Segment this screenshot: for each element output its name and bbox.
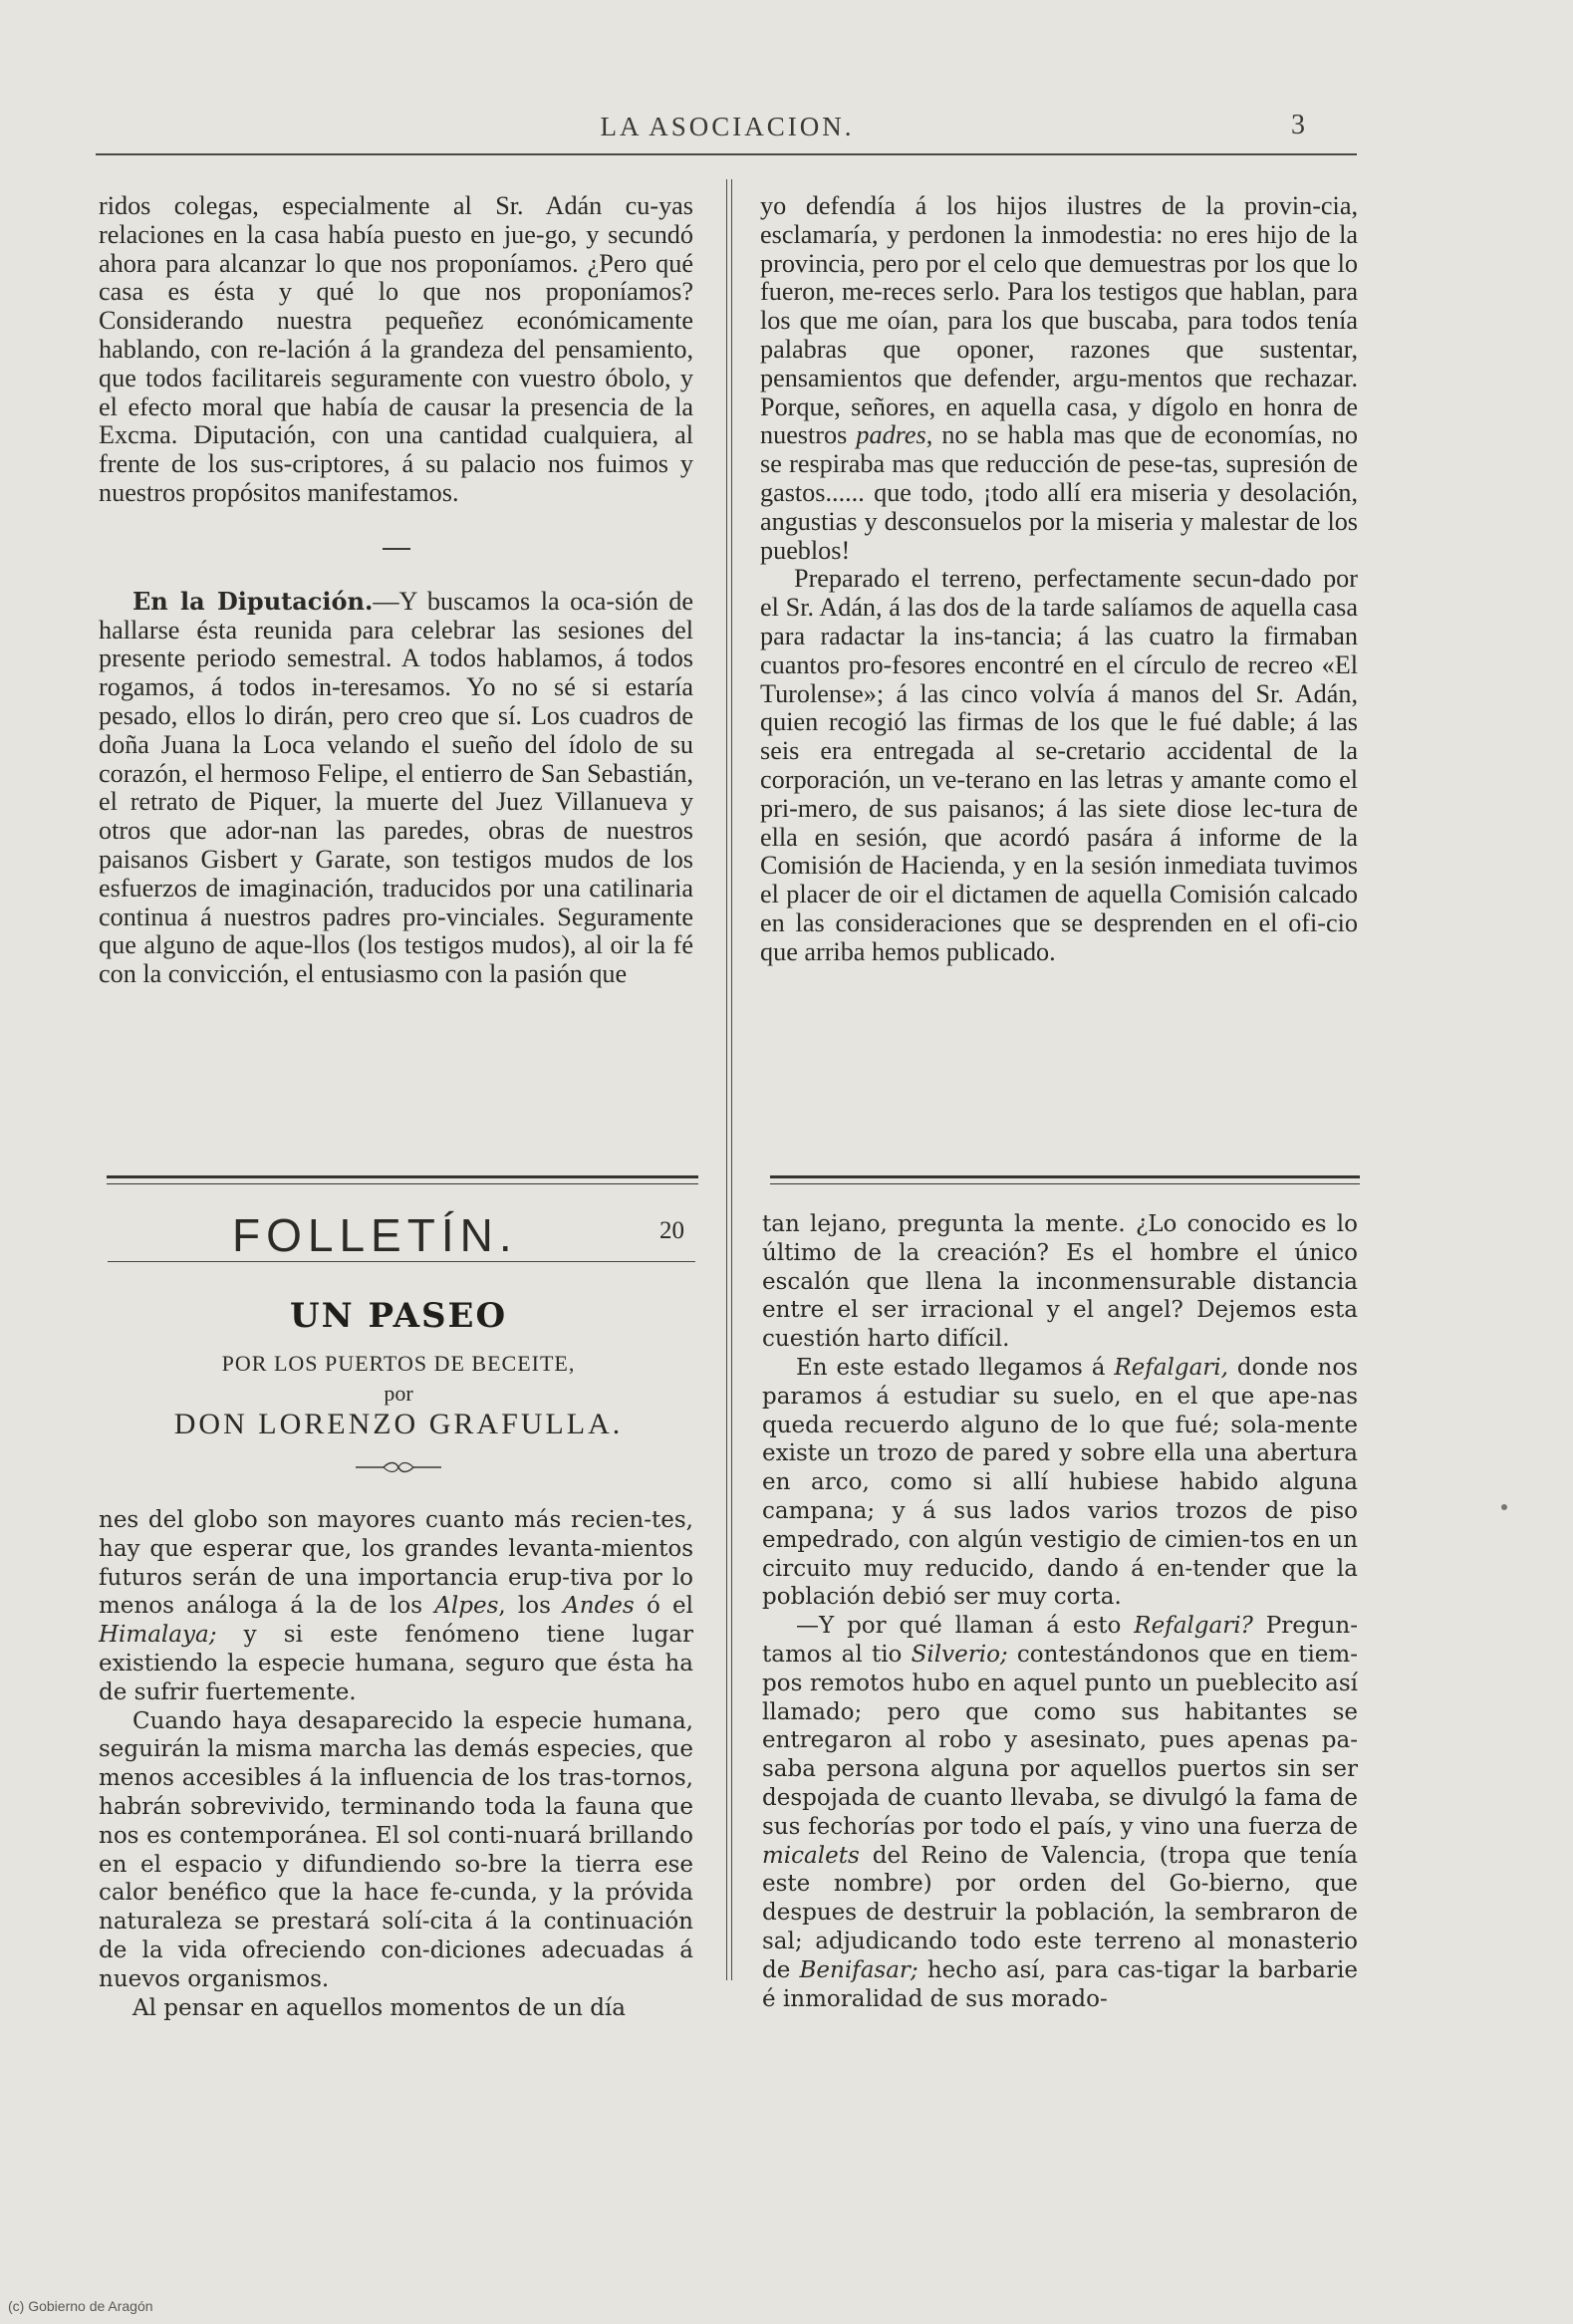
paper-speck — [1501, 1504, 1507, 1510]
article-paragraph: En la Diputación.—Y buscamos la oca-sión de hallarse ésta reunida para celebrar las sesiones del presente periodo semestral. A todos hablamos, á todos rogamos, á todos in-teresamos. Yo no sé si estaría pesado, ellos lo dirán, pero creo que sí. Los cuadros de doña Juana la Loca velando el sueño del ídolo de su corazón, el hermoso Felipe, el entierro de San Sebastián, el retrato de Piquer, la muerte del Juez Villanueva y otros que ador-nan las paredes, obras de nuestros paisanos Gisbert y Garate, son testigos mudos de los esfuerzos de imaginación, traducidos por una catilinaria continua á nuestros padres pro-vinciales. Seguramente que alguno de aque-llos (los testigos mudos), al oir la fé con la convicción, el entusiasmo con la pasión que — [99, 586, 693, 989]
serial-by: por — [384, 1381, 413, 1406]
folletin-rule — [108, 1261, 695, 1262]
serial-paragraph: tan lejano, pregunta la mente. ¿Lo conocido es lo último de la creación? Es el hombre el único escalón que llena la inconmensurable distancia entre el ser irracional y el angel? Dejemos esta cuestión harto difícil. — [762, 1211, 1358, 1353]
serial-title: UN PASEO — [289, 1296, 508, 1336]
article-paragraph: Preparado el terreno, perfectamente secun-dado por el Sr. Adán, á las dos de la tarde salíamos de aquella casa para radactar la ins-tancia; á las cuatro la firmaban cuantos pro-fesores encontré en el círculo de recreo «El Turolense»; á las cinco volvía á manos del Sr. Adán, quien recogió las firmas de los que le fué dable; á las seis era entregada al se-cretario accidental de la corporación, un ve-terano en las letras y amante como el pri-mero, de sus paisanos; á las siete diose lec-tura de ella en sesión, que acordó pasára á informe de la Comisión de Hacienda, y en la sesión inmediata tuvimos el placer de oir el dictamen de aquella Comisión calcado en las consideraciones que se desprenden en el ofi-cio que arriba hemos publicado. — [760, 564, 1358, 966]
header-rule — [96, 153, 1357, 155]
ornament-icon — [354, 1460, 443, 1474]
serial-paragraph: Cuando haya desaparecido la especie humana, seguirán la misma marcha las demás especies, que menos accesibles á la influencia de los tras-tornos, habrán sobrevivido, terminando toda la fauna que nos es contemporánea. El sol conti-nuará brillando en el espacio y difundiendo so-bre la tierra ese calor benéfico que la hace fe-cunda, y la próvida naturaleza se prestará solí-cita á la continuación de la vida ofreciendo con-diciones adecuadas á nuevos organismos. — [99, 1707, 693, 1992]
article-paragraph: yo defendía á los hijos ilustres de la provin-cia, esclamaría, y perdonen la inmodestia: no eres hijo de la provincia, pero por el celo que demuestras por los que lo fueron, me-reces serlo. Para los testigos que hablan, para los que me oían, para los que buscaba, para todos tenía palabras que oponer, razones que sustentar, pensamientos que defender, argu-mentos que rechazar. Porque, señores, en aquella casa, y dígolo en honra de nuestros padres, no se habla mas que de economías, no se respiraba mas que reducción de pese-tas, supresión de gastos...... que todo, ¡todo allí era miseria y desolación, angustias y desconsuelos por la miseria y malestar de los pueblos! — [760, 191, 1358, 565]
serial-paragraph: Al pensar en aquellos momentos de un día — [132, 1994, 626, 2021]
serial-paragraph: En este estado llegamos á Refalgari, donde nos paramos á estudiar su suelo, en el que ape-nas queda recuerdo alguno de lo que fué; sola-mente existe un trozo de pared y sobre ella una abertura en arco, como si allí hubiese habido alguna campana; y á sus lados varios trozos de piso empedrado, con algún vestigio de cimien-tos en un circuito muy reducido, dando á en-tender que la población debió ser muy corta. — [762, 1354, 1358, 1611]
masthead-title: LA ASOCIACION. — [600, 112, 855, 141]
article-paragraph: ridos colegas, especialmente al Sr. Adán cu-yas relaciones en la casa había puesto en jue-go, y secundó ahora para alcanzar lo que nos proponíamos. ¿Pero qué casa es ésta y qué lo que nos proponíamos? Considerando nuestra pequeñez económicamente hablando, con re-lación á la grandeza del pensamiento, que todos facilitareis seguramente con vuestro óbolo, y el efecto moral que había de causar la presencia de la Excma. Diputación, con una cantidad cualquiera, al frente de los sus-criptores, á su palacio nos fuimos y nuestros propósitos manifestamos. — [99, 191, 693, 507]
right-column-article — [760, 192, 1358, 967]
folletin-number: 20 — [659, 1217, 684, 1244]
section-dash — [383, 548, 410, 550]
serial-paragraph: nes del globo son mayores cuanto más recien-tes, hay que esperar que, los grandes levanta-mientos futuros serán de una importancia erup-tiva por lo menos análoga á la de los Alpes, los Andes ó el Himalaya; y si este fenómeno tiene lugar existiendo la especie humana, seguro que ésta ha de sufrir fuertemente. — [99, 1507, 693, 1705]
copyright-credit: (c) Gobierno de Aragón — [8, 2298, 153, 2314]
serial-subtitle: POR LOS PUERTOS DE BECEITE, — [221, 1351, 576, 1376]
serial-right-column — [762, 1210, 1358, 2013]
page-number: 3 — [1291, 110, 1305, 140]
section-separator-left — [107, 1175, 698, 1184]
serial-left-column — [99, 1506, 693, 2022]
section-separator-right — [770, 1175, 1360, 1184]
column-divider — [726, 179, 732, 1980]
section-heading: En la Diputación. — [132, 586, 374, 616]
folletin-label: FOLLETÍN. — [232, 1209, 518, 1261]
serial-paragraph: —Y por qué llaman á esto Refalgari? Pregun-tamos al tio Silverio; contestándonos que en tiem-pos remotos hubo en aquel punto un pueblecito así llamado; pero que como sus habitantes se entregaron al robo y asesinato, pues apenas pa-saba persona alguna por aquellos puertos sin ser despojada de cuanto llevaba, se divulgó la fama de sus fechorías por todo el país, y vino una fuerza de micalets del Reino de Valencia, (tropa que tenía este nombre) por orden del Go-bierno, que despues de destruir la población, la sembraron de sal; adjudicando todo este terreno al monasterio de Benifasar; hecho así, para cas-tigar la barbarie é inmoralidad de sus morado- — [762, 1613, 1359, 2012]
left-column-article — [99, 192, 693, 989]
serial-author: DON LORENZO GRAFULLA. — [173, 1408, 624, 1440]
